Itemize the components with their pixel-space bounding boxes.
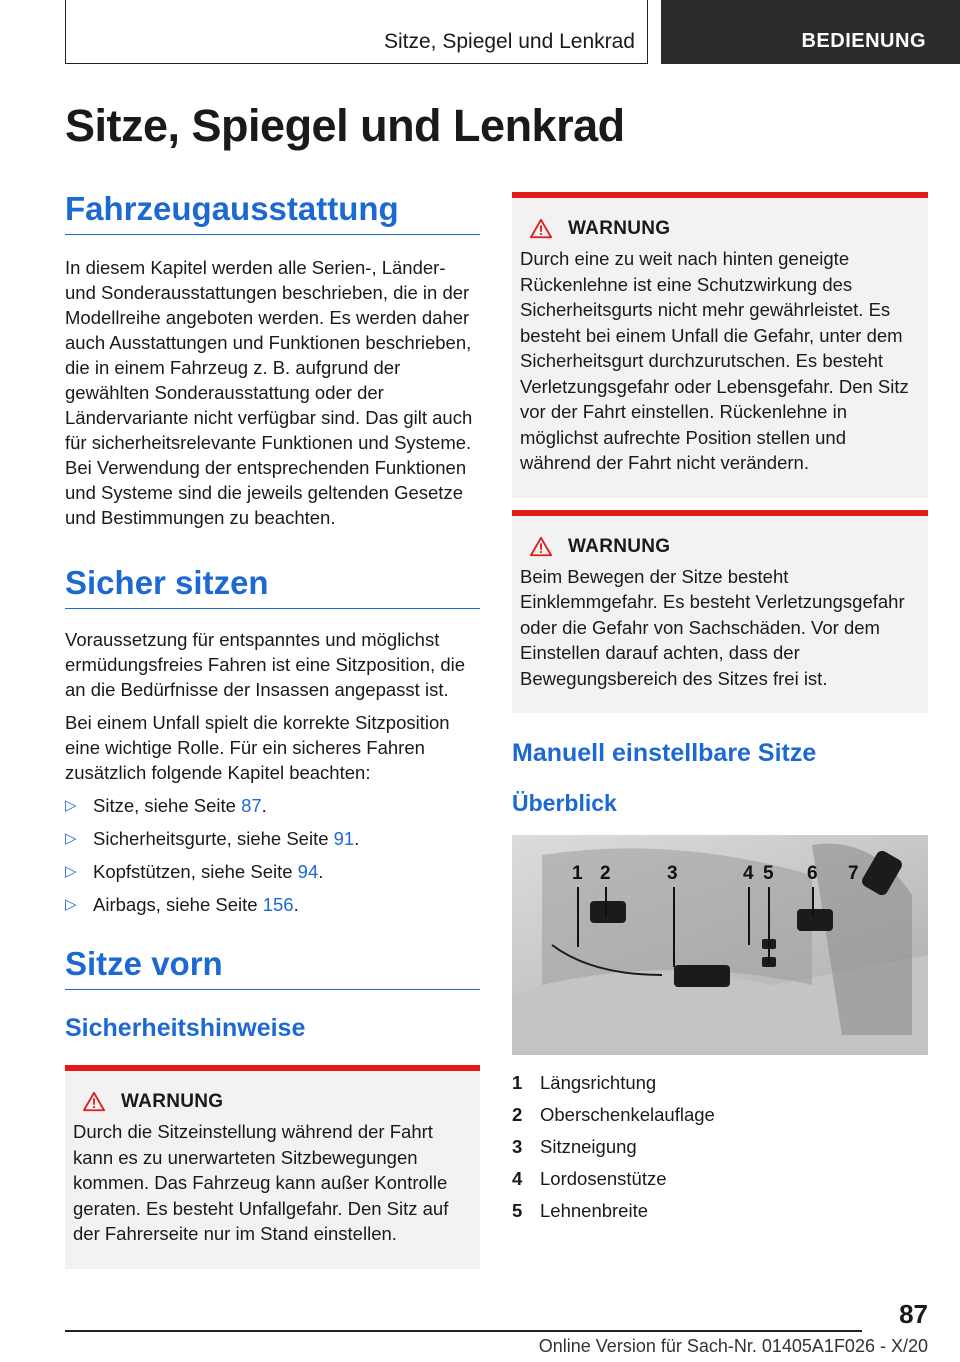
callout-line (768, 887, 770, 963)
legend-item (512, 1131, 928, 1163)
warning-text: Durch eine zu weit nach hinten geneigte Rückenlehne ist eine Schutzwirkung des Sicherheitsgurts nicht mehr gewährleistet. Es besteht bei einem Unfall die Gefahr, unter dem Sicherheitsgurt durchzurutschen. Es besteht Verletzungsgefahr oder Lebensgefahr. Den Sitz vor der Fahrt einstellen. Rückenlehne in möglichst aufrechte Position stellen und während der Fahrt nicht verändern. (520, 248, 909, 473)
page-number: 87 (899, 1299, 928, 1329)
figure-number: 2 (600, 863, 611, 884)
warning-header (520, 218, 920, 240)
warning-box (512, 510, 928, 714)
legend-number: 5 (512, 1200, 523, 1221)
list-item-end: . (318, 861, 324, 882)
figure-number: 6 (807, 863, 818, 884)
list-item-text: Kopfstützen, siehe Seite (93, 861, 298, 882)
warning-triangle-icon (530, 536, 552, 558)
fahrzeugausstattung-text: In diesem Kapitel werden alle Serien-, Länder- und Sonderausstattungen beschrieben, die in der Modellreihe angeboten werden. Es werden daher auch Ausstattungen und Funktionen beschrieben, die in einem Fahrzeug z. B. aufgrund der gewählten Sonderausstattung oder der Ländervariante nicht verfügbar sind. Das gilt auch für sicherheitsrelevante Funktionen und Systeme. Bei Verwendung der entsprechenden Funktionen und Systeme sind die jeweils geltenden Gesetze und Bestimmungen zu beachten. (65, 257, 473, 528)
figure-legend (512, 1067, 928, 1227)
figure-number: 3 (667, 863, 678, 884)
left-column (65, 190, 480, 1269)
triangle-bullet-icon: ▷ (65, 863, 77, 880)
sicher-sitzen-paragraph-1: Voraussetzung für entspanntes und möglichst ermüdungsfreies Fahren ist eine Sitzposition, die an die Bedürfnisse der Insassen angepasst ist. (65, 629, 466, 700)
callout-line (605, 887, 607, 917)
header-chapter-label: BEDIENUNG (801, 30, 926, 52)
warning-label: WARNUNG (568, 535, 671, 557)
heading-fahrzeugausstattung: Fahrzeugausstattung (65, 190, 480, 235)
header-section-box (65, 0, 648, 64)
figure-number: 4 (743, 863, 754, 884)
legend-label: Lehnenbreite (540, 1200, 649, 1221)
right-column (512, 192, 928, 1227)
legend-label: Längsrichtung (540, 1072, 657, 1093)
list-item-text: Sicherheitsgurte, siehe Seite (93, 828, 334, 849)
legend-item (512, 1099, 928, 1131)
seat-controls-photo (512, 835, 928, 1055)
callout-line (673, 887, 675, 967)
list-item (65, 826, 480, 851)
legend-item (512, 1163, 928, 1195)
triangle-bullet-icon: ▷ (65, 797, 77, 814)
sicher-sitzen-paragraph-2: Bei einem Unfall spielt die korrekte Sitzposition eine wichtige Rolle. Für ein sicheres Fahren zusätzlich folgende Kapitel beachten: (65, 712, 450, 783)
warning-label: WARNUNG (568, 218, 671, 239)
footer-version-text: Online Version für Sach-Nr. 01405A1F026 - X/20 (538, 1336, 928, 1356)
triangle-bullet-icon: ▷ (65, 830, 77, 847)
legend-number: 1 (512, 1072, 523, 1093)
legend-number: 2 (512, 1104, 523, 1125)
warning-text: Beim Bewegen der Sitze besteht Einklemmgefahr. Es besteht Verletzungsgefahr oder die Gefahr von Sachschäden. Vor dem Einstellen darauf achten, dass der Bewegungsbereich des Sitzes frei ist. (520, 565, 905, 689)
heading-ueberblick: Überblick (512, 790, 617, 816)
warning-box (512, 192, 928, 498)
list-item (65, 859, 480, 884)
heading-sicher-sitzen: Sicher sitzen (65, 564, 480, 609)
heading-manuell-einstellbare-sitze: Manuell einstellbare Sitze (512, 739, 817, 767)
callout-line (748, 887, 750, 945)
heading-sicherheitshinweise: Sicherheitshinweise (65, 1014, 306, 1042)
list-item (65, 793, 480, 818)
legend-number: 3 (512, 1136, 523, 1157)
callout-line (577, 887, 579, 947)
page-reference-link[interactable]: 87 (241, 795, 262, 816)
page-reference-link[interactable]: 156 (262, 894, 294, 915)
legend-number: 4 (512, 1168, 523, 1189)
page-reference-link[interactable]: 91 (333, 828, 355, 849)
chapter-reference-list (65, 793, 480, 917)
header-section-title: Sitze, Spiegel und Lenkrad (383, 30, 635, 53)
legend-label: Sitzneigung (540, 1136, 637, 1157)
footer-divider (65, 1330, 862, 1332)
warning-header (520, 536, 920, 558)
list-item-end: . (354, 828, 360, 849)
list-item-end: . (261, 795, 267, 816)
figure-number: 1 (572, 863, 583, 884)
list-item-text: Sitze, siehe Seite (93, 795, 242, 816)
page-reference-link[interactable]: 94 (297, 861, 319, 882)
list-item (65, 892, 480, 917)
figure-number: 7 (848, 863, 859, 884)
list-item-end: . (293, 894, 299, 915)
figure-number: 5 (763, 863, 774, 884)
legend-label: Lordosenstütze (540, 1168, 667, 1189)
header-chapter-tab (661, 0, 960, 64)
heading-sitze-vorn: Sitze vorn (65, 945, 480, 990)
warning-text: Durch die Sitzeinstellung während der Fahrt kann es zu unerwarteten Sitzbewegungen kommen. Das Fahrzeug kann außer Kontrolle geraten. Es besteht Unfallgefahr. Den Sitz auf der Fahrerseite nur im Stand einstellen. (73, 1121, 449, 1244)
warning-box (65, 1065, 480, 1269)
warning-triangle-icon (530, 218, 552, 240)
list-item-text: Airbags, siehe Seite (93, 894, 263, 915)
legend-item (512, 1195, 928, 1227)
legend-item (512, 1067, 928, 1099)
callout-line (812, 887, 814, 917)
warning-triangle-icon (83, 1091, 105, 1113)
page-title: Sitze, Spiegel und Lenkrad (65, 100, 625, 151)
legend-label: Oberschenkelauflage (540, 1104, 715, 1125)
warning-label: WARNUNG (121, 1091, 224, 1112)
triangle-bullet-icon: ▷ (65, 896, 77, 913)
warning-header (73, 1091, 472, 1113)
